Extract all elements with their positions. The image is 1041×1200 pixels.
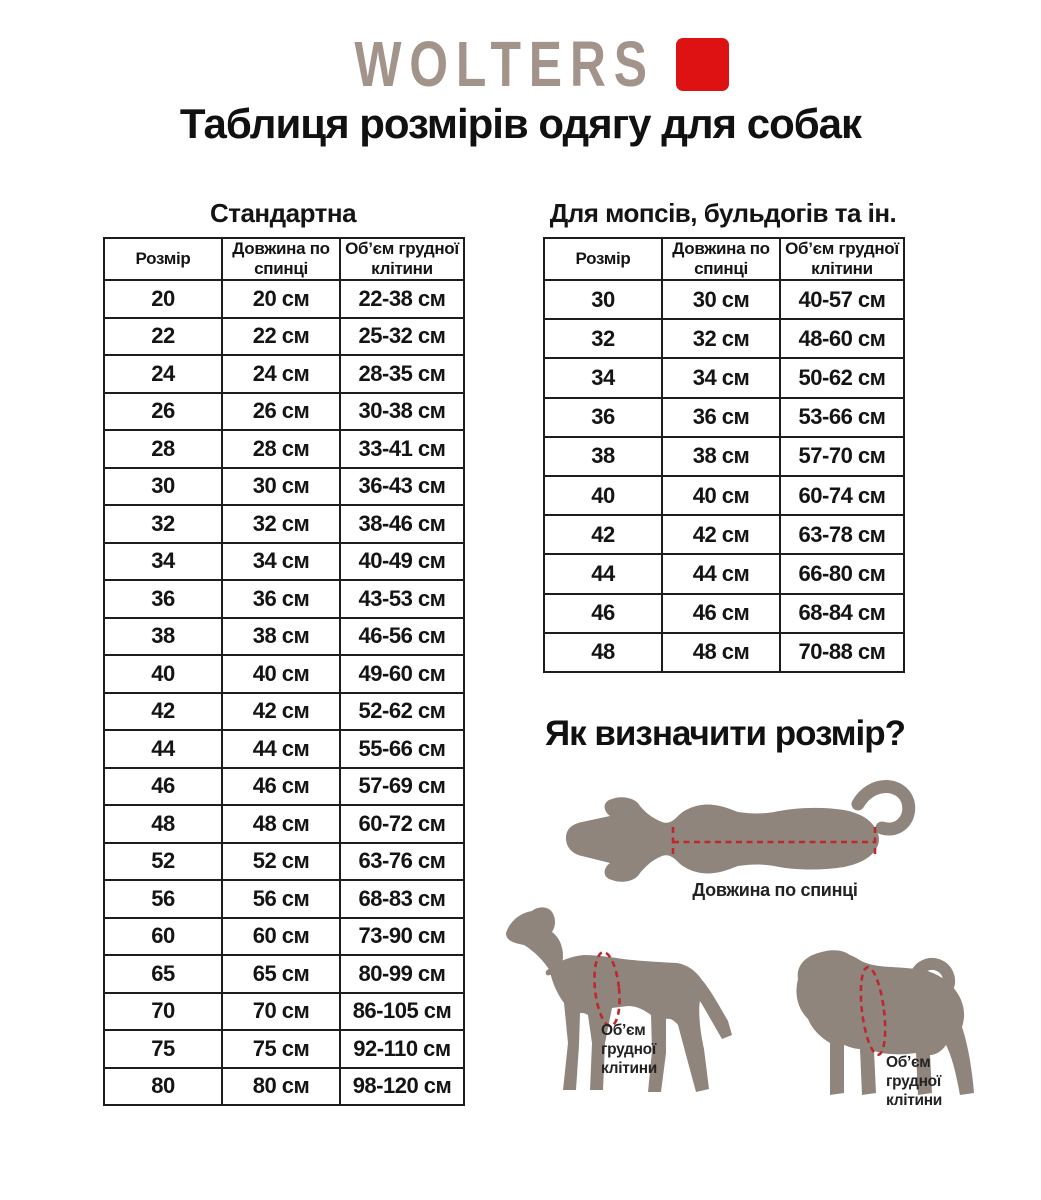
table-cell: 30 см [662,280,780,319]
table-cell: 32 см [222,505,340,543]
table-cell: 63-78 см [780,515,904,554]
table-row [544,358,904,397]
page-title: Таблиця розмірів одягу для собак [179,100,862,147]
table-cell: 40 [544,476,662,515]
table-row [544,398,904,437]
table-cell: 26 см [222,393,340,431]
chest-girth-label: Об’єм грудної клітини [601,1022,658,1077]
table-cell: 55-66 см [340,730,464,768]
table-cell: 40 см [222,655,340,693]
table-cell: 65 [104,955,222,993]
table-row [104,955,464,993]
table-header-row [544,238,904,280]
table-cell: 65 см [222,955,340,993]
table-cell: 34 см [222,543,340,581]
table-cell: 34 [544,358,662,397]
table-cell: 30 см [222,468,340,506]
table-cell: 57-69 см [340,768,464,806]
dog-top-view-illustration [552,772,932,890]
table-cell: 52-62 см [340,693,464,731]
table-cell: 46 см [662,594,780,633]
table-cell: 34 см [662,358,780,397]
table-row [544,319,904,358]
table-cell: 75 см [222,1030,340,1068]
table-row [104,355,464,393]
table-row [104,580,464,618]
guide-title: Як визначити розмір? [545,714,905,753]
table-row [104,843,464,881]
back-length-label: Довжина по спинці [692,880,858,900]
table-cell: 48 [104,805,222,843]
table-cell: 56 [104,880,222,918]
table-row [104,543,464,581]
table-row [104,393,464,431]
standard-table-title: Стандартна [209,198,357,228]
table-cell: 98-120 см [340,1068,464,1106]
table-row [104,730,464,768]
header-chest: Об’єм грудної клітини [340,238,464,280]
table-cell: 44 см [222,730,340,768]
table-cell: 43-53 см [340,580,464,618]
table-cell: 50-62 см [780,358,904,397]
table-cell: 80 [104,1068,222,1106]
chest-girth-label: Об’єм грудної клітини [886,1054,943,1109]
table-cell: 32 [544,319,662,358]
table-cell: 60 [104,918,222,956]
table-row [544,515,904,554]
table-row [104,993,464,1031]
table-cell: 30 [104,468,222,506]
table-cell: 32 [104,505,222,543]
table-cell: 48 см [662,633,780,672]
table-cell: 40 см [662,476,780,515]
table-cell: 49-60 см [340,655,464,693]
table-row [104,505,464,543]
table-row [104,918,464,956]
table-cell: 28-35 см [340,355,464,393]
table-cell: 52 см [222,843,340,881]
standard-size-table [103,237,465,1106]
table-row [104,1068,464,1106]
table-cell: 60-72 см [340,805,464,843]
table-cell: 46 [104,768,222,806]
header-back-length: Довжина по спинці [222,238,340,280]
header-size: Розмір [104,238,222,280]
table-row [544,633,904,672]
table-cell: 38-46 см [340,505,464,543]
table-row [544,476,904,515]
table-row [544,554,904,593]
table-cell: 36 [104,580,222,618]
table-row [104,430,464,468]
table-cell: 33-41 см [340,430,464,468]
table-row [104,280,464,318]
table-cell: 53-66 см [780,398,904,437]
table-cell: 38 см [662,437,780,476]
table-row [544,280,904,319]
table-cell: 24 см [222,355,340,393]
table-cell: 80-99 см [340,955,464,993]
table-cell: 60-74 см [780,476,904,515]
table-cell: 28 см [222,430,340,468]
table-row [104,1030,464,1068]
table-cell: 48 [544,633,662,672]
table-cell: 38 см [222,618,340,656]
brand-logo [0,28,1041,100]
table-cell: 44 см [662,554,780,593]
table-cell: 36-43 см [340,468,464,506]
dog-top-body [566,797,879,882]
table-cell: 60 см [222,918,340,956]
table-row [104,468,464,506]
table-cell: 20 см [222,280,340,318]
table-cell: 36 см [222,580,340,618]
table-cell: 57-70 см [780,437,904,476]
table-cell: 26 [104,393,222,431]
table-cell: 66-80 см [780,554,904,593]
table-cell: 40 [104,655,222,693]
table-cell: 80 см [222,1068,340,1106]
table-cell: 68-83 см [340,880,464,918]
table-cell: 70 см [222,993,340,1031]
standard-size-section [103,197,463,1106]
table-cell: 46-56 см [340,618,464,656]
table-cell: 42 см [662,515,780,554]
brand-logo-square-icon [676,38,729,91]
table-cell: 22 см [222,318,340,356]
header-back-length: Довжина по спинці [662,238,780,280]
table-cell: 38 [104,618,222,656]
table-cell: 24 [104,355,222,393]
table-row [104,805,464,843]
pug-size-table [543,237,905,673]
table-row [104,693,464,731]
table-cell: 22 [104,318,222,356]
table-row [544,437,904,476]
table-row [104,768,464,806]
table-cell: 46 см [222,768,340,806]
table-cell: 40-57 см [780,280,904,319]
table-cell: 70 [104,993,222,1031]
table-cell: 42 [544,515,662,554]
header-size: Розмір [544,238,662,280]
table-cell: 44 [104,730,222,768]
table-header-row [104,238,464,280]
table-cell: 30 [544,280,662,319]
table-row [104,618,464,656]
table-cell: 25-32 см [340,318,464,356]
table-cell: 68-84 см [780,594,904,633]
brand-logo-text: WOLTERS [354,28,656,100]
table-cell: 86-105 см [340,993,464,1031]
table-cell: 20 [104,280,222,318]
table-cell: 75 [104,1030,222,1068]
table-cell: 38 [544,437,662,476]
table-cell: 56 см [222,880,340,918]
table-cell: 36 [544,398,662,437]
table-cell: 48-60 см [780,319,904,358]
table-cell: 73-90 см [340,918,464,956]
table-cell: 63-76 см [340,843,464,881]
table-cell: 30-38 см [340,393,464,431]
table-cell: 42 см [222,693,340,731]
table-cell: 92-110 см [340,1030,464,1068]
table-cell: 46 [544,594,662,633]
table-row [104,655,464,693]
table-cell: 52 [104,843,222,881]
table-cell: 28 [104,430,222,468]
table-cell: 42 [104,693,222,731]
pug-table-title: Для мопсів, бульдогів та ін. [549,198,897,228]
table-cell: 44 [544,554,662,593]
header-chest: Об’єм грудної клітини [780,238,904,280]
table-cell: 36 см [662,398,780,437]
table-cell: 70-88 см [780,633,904,672]
pug-size-section [543,197,903,673]
table-row [104,318,464,356]
table-row [104,880,464,918]
table-row [544,594,904,633]
table-cell: 34 [104,543,222,581]
table-cell: 48 см [222,805,340,843]
table-cell: 32 см [662,319,780,358]
table-cell: 22-38 см [340,280,464,318]
table-cell: 40-49 см [340,543,464,581]
